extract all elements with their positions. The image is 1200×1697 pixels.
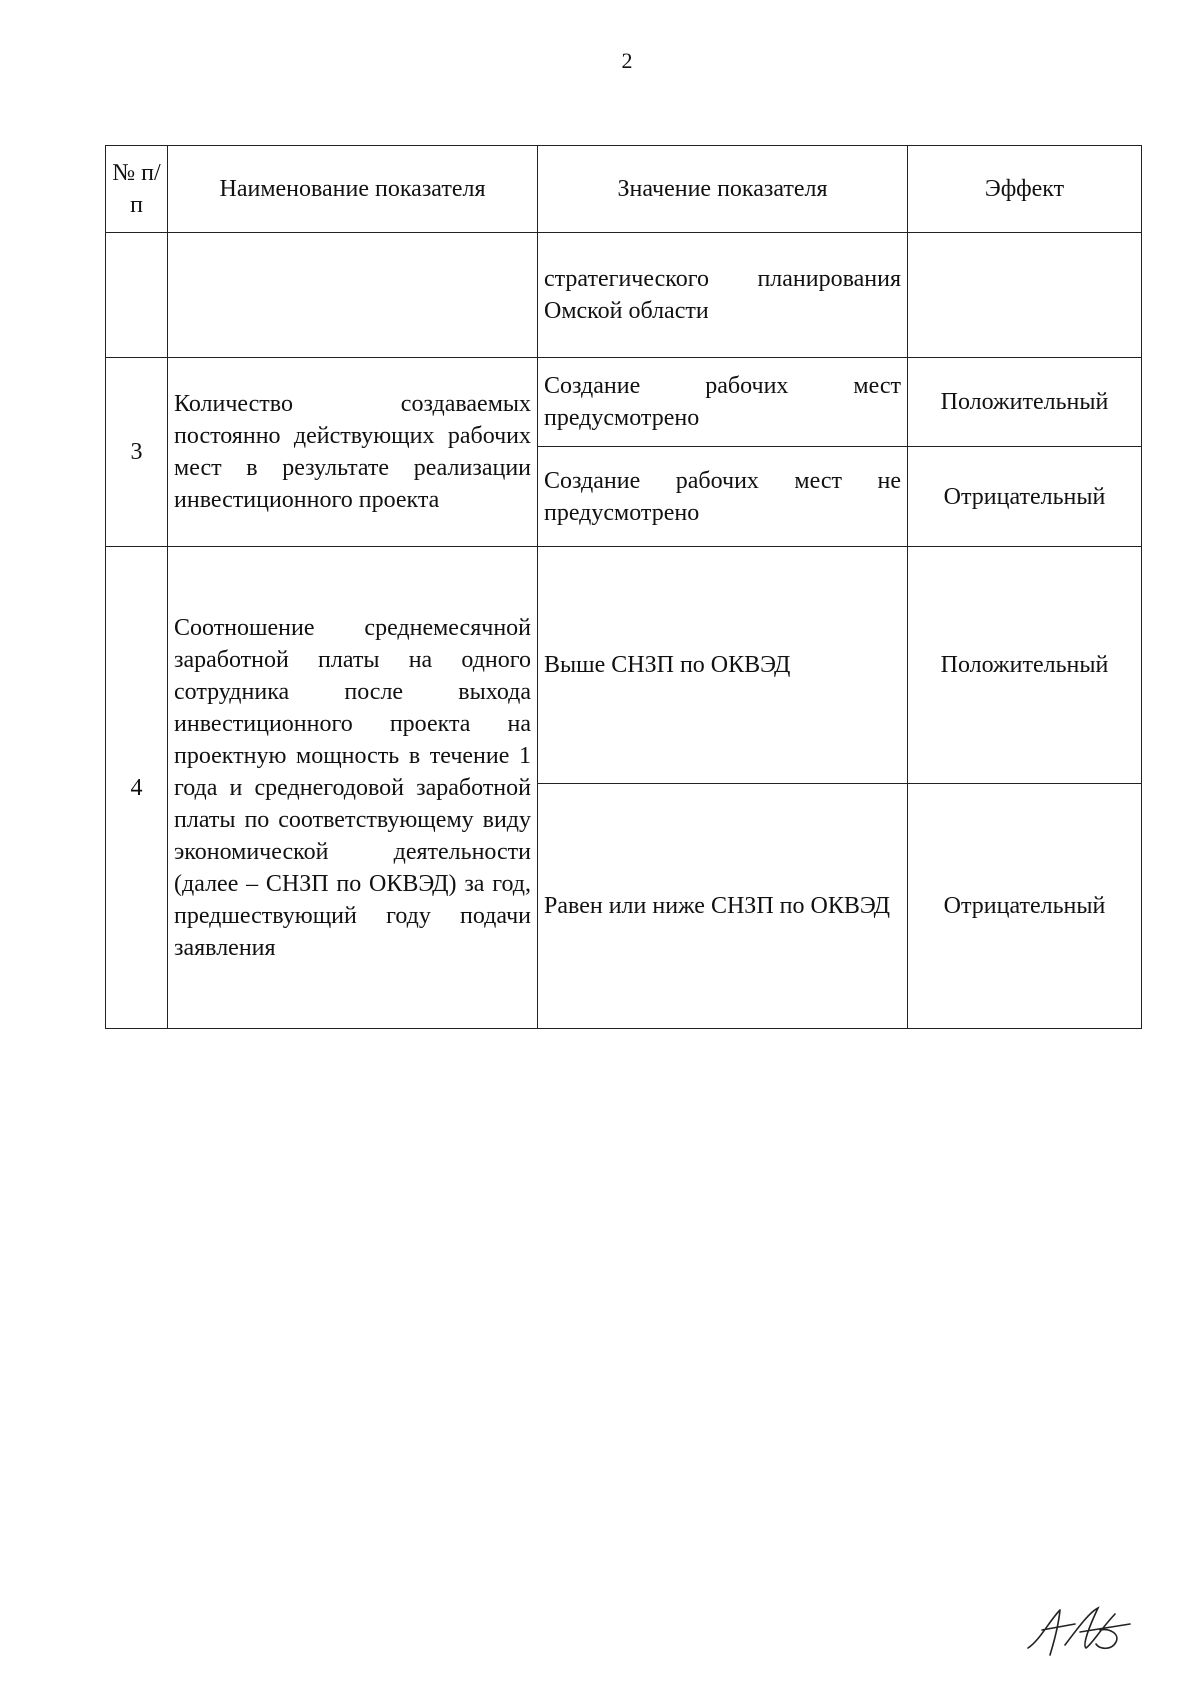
table-row bbox=[106, 358, 1142, 447]
effect-value: Отрицательный bbox=[908, 784, 1142, 1029]
table-cell bbox=[106, 233, 168, 358]
indicator-value: Создание рабочих мест не предусмотрено bbox=[538, 447, 908, 547]
header-number: № п/п bbox=[106, 146, 168, 233]
page-number: 2 bbox=[621, 48, 633, 73]
table-row bbox=[106, 547, 1142, 784]
indicator-value: Создание рабочих мест предусмотрено bbox=[538, 358, 908, 447]
indicator-name: Соотношение среднемесячной заработной платы на одного сотрудника после выхода инвестиционного проекта на проектную мощность в течение 1 года и среднегодовой заработной платы по соответствующему виду экономической деятельности (далее – СНЗП по ОКВЭД) за год, предшествующий году подачи заявления bbox=[168, 547, 538, 1029]
continuation-value: стратегического планирования Омской области bbox=[538, 233, 908, 358]
table-cell bbox=[908, 233, 1142, 358]
header-indicator-value: Значение показателя bbox=[538, 146, 908, 233]
row-number: 3 bbox=[106, 358, 168, 547]
indicator-value: Равен или ниже СНЗП по ОКВЭД bbox=[538, 784, 908, 1029]
signature-mark bbox=[1020, 1600, 1140, 1660]
row-number: 4 bbox=[106, 547, 168, 1029]
effect-value: Положительный bbox=[908, 547, 1142, 784]
header-indicator-name: Наименование показателя bbox=[168, 146, 538, 233]
table-cell bbox=[168, 233, 538, 358]
indicator-value: Выше СНЗП по ОКВЭД bbox=[538, 547, 908, 784]
indicator-name: Количество создаваемых постоянно действующих рабочих мест в результате реализации инвестиционного проекта bbox=[168, 358, 538, 547]
effect-value: Отрицательный bbox=[908, 447, 1142, 547]
header-effect: Эффект bbox=[908, 146, 1142, 233]
table-header-row bbox=[106, 146, 1142, 233]
table-row bbox=[106, 233, 1142, 358]
effect-value: Положительный bbox=[908, 358, 1142, 447]
indicators-table bbox=[105, 145, 1142, 1029]
